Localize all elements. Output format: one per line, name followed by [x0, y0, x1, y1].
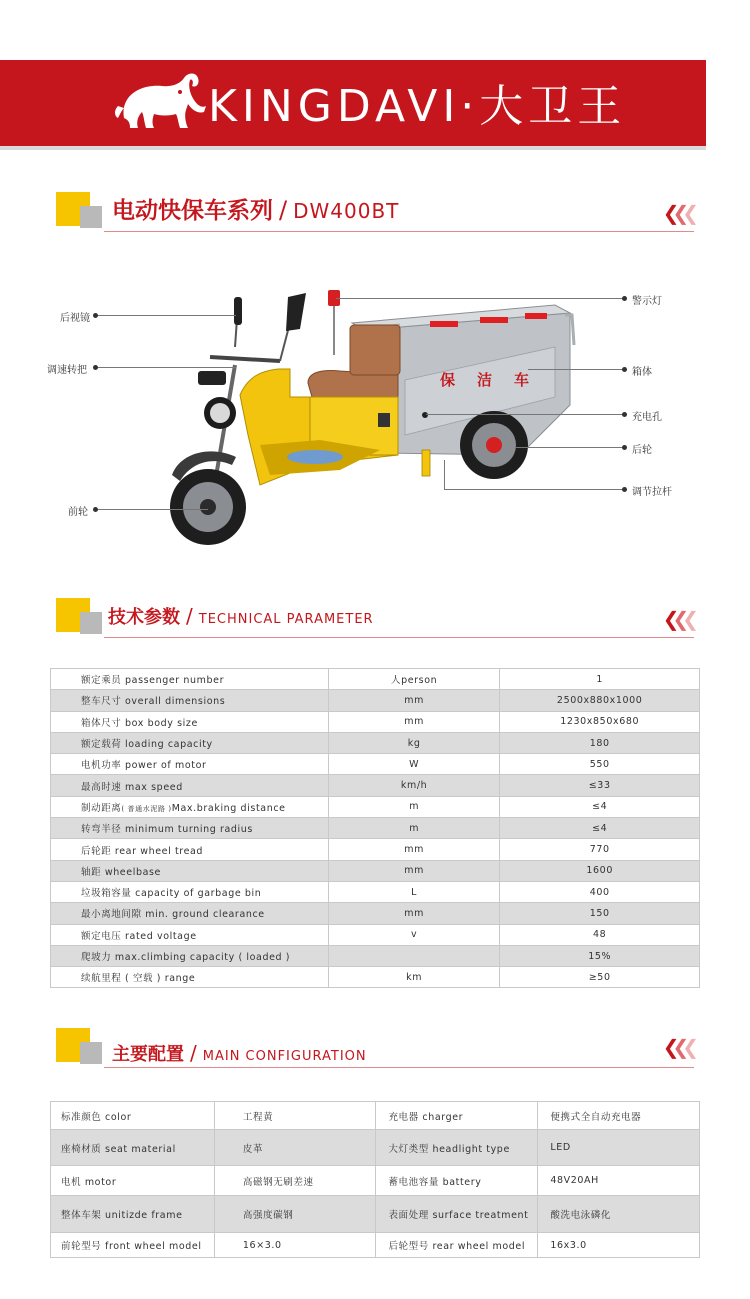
- param-unit: mm: [328, 690, 500, 711]
- param-value: 400: [500, 881, 700, 902]
- config-value: 48V20AH: [538, 1166, 700, 1196]
- param-name: 续航里程 ( 空载 ) range: [51, 967, 329, 988]
- param-name: 额定载荷 loading capacity: [51, 732, 329, 753]
- config-value: 高磁钢无刷差速: [214, 1166, 376, 1196]
- param-name: 额定乘员 passenger number: [51, 669, 329, 690]
- config-section-header: [56, 1028, 694, 1072]
- main-configuration-table: [50, 1101, 700, 1258]
- config-key: 电机 motor: [51, 1166, 215, 1196]
- title-separator: /: [186, 604, 193, 628]
- table-row: [51, 711, 700, 732]
- table-row: [51, 839, 700, 860]
- param-unit: mm: [328, 839, 500, 860]
- param-unit: m: [328, 796, 500, 817]
- param-value: ≥50: [500, 967, 700, 988]
- param-value: ≤4: [500, 818, 700, 839]
- config-value: LED: [538, 1130, 700, 1166]
- table-row: [51, 1130, 700, 1166]
- config-value: 皮革: [214, 1130, 376, 1166]
- param-name: 电机功率 power of motor: [51, 754, 329, 775]
- param-value: 770: [500, 839, 700, 860]
- param-value: 550: [500, 754, 700, 775]
- table-row: [51, 669, 700, 690]
- technical-parameter-table: [50, 668, 700, 988]
- table-row: [51, 754, 700, 775]
- gray-square-icon: [80, 1042, 102, 1064]
- config-key: 整体车架 unitizde frame: [51, 1196, 215, 1233]
- param-unit: v: [328, 924, 500, 945]
- title-separator: /: [279, 196, 288, 224]
- table-row: [51, 881, 700, 902]
- config-key: 标准颜色 color: [51, 1102, 215, 1130]
- param-name: 制动距离( 普通水泥路 )Max.braking distance: [51, 796, 329, 817]
- table-row: [51, 775, 700, 796]
- param-name: 额定电压 rated voltage: [51, 924, 329, 945]
- param-unit: W: [328, 754, 500, 775]
- config-value: 16×3.0: [214, 1233, 376, 1258]
- table-row: [51, 924, 700, 945]
- product-title-zh: 电动快保车系列: [112, 198, 273, 224]
- banner-shadow: [0, 146, 706, 150]
- config-value: 工程黄: [214, 1102, 376, 1130]
- table-row: [51, 818, 700, 839]
- callout-box: 箱体: [632, 367, 652, 378]
- param-name: 转弯半径 minimum turning radius: [51, 818, 329, 839]
- table-row: [51, 1233, 700, 1258]
- callout-rear-wheel: 后轮: [632, 445, 652, 456]
- table-row: [51, 1166, 700, 1196]
- config-title-en: MAIN CONFIGURATION: [202, 1049, 367, 1064]
- config-key: 座椅材质 seat material: [51, 1130, 215, 1166]
- param-unit: km: [328, 967, 500, 988]
- config-key: 后轮型号 rear wheel model: [376, 1233, 538, 1258]
- chevron-left-icon: ❮❮❮: [662, 607, 692, 631]
- param-name: 轴距 wheelbase: [51, 860, 329, 881]
- table-row: [51, 796, 700, 817]
- param-name: 最高时速 max speed: [51, 775, 329, 796]
- config-value: 高强度碳钢: [214, 1196, 376, 1233]
- config-key: 表面处理 surface treatment: [376, 1196, 538, 1233]
- param-name: 后轮距 rear wheel tread: [51, 839, 329, 860]
- param-unit: mm: [328, 903, 500, 924]
- section-rule: [104, 1067, 694, 1068]
- chevron-left-icon: ❮❮❮: [662, 1035, 692, 1059]
- config-value: 便携式全自动充电器: [538, 1102, 700, 1130]
- callout-throttle: 调速转把: [47, 365, 87, 376]
- config-value: 酸洗电泳磷化: [538, 1196, 700, 1233]
- param-value: 1230x850x680: [500, 711, 700, 732]
- param-name: 箱体尺寸 box body size: [51, 711, 329, 732]
- table-row: [51, 732, 700, 753]
- param-name: 爬坡力 max.climbing capacity ( loaded ): [51, 945, 329, 966]
- tech-title-en: TECHNICAL PARAMETER: [198, 612, 374, 627]
- param-value: 150: [500, 903, 700, 924]
- callout-warning-light: 警示灯: [632, 296, 662, 307]
- param-unit: mm: [328, 860, 500, 881]
- config-key: 前轮型号 front wheel model: [51, 1233, 215, 1258]
- param-value: ≤4: [500, 796, 700, 817]
- product-model: DW400BT: [293, 199, 400, 223]
- param-unit: mm: [328, 711, 500, 732]
- param-unit: L: [328, 881, 500, 902]
- config-title-zh: 主要配置: [112, 1044, 184, 1065]
- table-row: [51, 860, 700, 881]
- sweeper-vehicle-illustration: [140, 285, 600, 555]
- product-section-header: [56, 192, 694, 236]
- param-value: ≤33: [500, 775, 700, 796]
- chevron-left-icon: ❮❮❮: [662, 201, 692, 225]
- param-name: 整车尺寸 overall dimensions: [51, 690, 329, 711]
- callout-mirror: 后视镜: [60, 313, 90, 324]
- tech-title-zh: 技术参数: [108, 607, 180, 628]
- param-unit: kg: [328, 732, 500, 753]
- table-row: [51, 1102, 700, 1130]
- elephant-logo-icon: [110, 66, 210, 136]
- brand-name: KINGDAVI·大卫王: [208, 81, 627, 132]
- param-name: 最小离地间隙 min. ground clearance: [51, 903, 329, 924]
- vehicle-box-label: 保洁车: [440, 371, 552, 389]
- param-name: 垃圾箱容量 capacity of garbage bin: [51, 881, 329, 902]
- param-value: 15%: [500, 945, 700, 966]
- front-wheel-icon: [170, 469, 246, 545]
- tech-section-header: [56, 598, 694, 642]
- table-row: [51, 945, 700, 966]
- config-key: 大灯类型 headlight type: [376, 1130, 538, 1166]
- callout-front-wheel: 前轮: [68, 507, 88, 518]
- param-value: 1: [500, 669, 700, 690]
- param-value: 48: [500, 924, 700, 945]
- table-row: [51, 1196, 700, 1233]
- callout-adjust-rod: 调节拉杆: [632, 487, 672, 498]
- callout-charging-port: 充电孔: [632, 412, 662, 423]
- config-key: 蓄电池容量 battery: [376, 1166, 538, 1196]
- gray-square-icon: [80, 206, 102, 228]
- table-row: [51, 967, 700, 988]
- table-row: [51, 903, 700, 924]
- param-value: 1600: [500, 860, 700, 881]
- config-value: 16x3.0: [538, 1233, 700, 1258]
- param-value: 180: [500, 732, 700, 753]
- gray-square-icon: [80, 612, 102, 634]
- param-unit: [328, 945, 500, 966]
- config-key: 充电器 charger: [376, 1102, 538, 1130]
- section-rule: [104, 637, 694, 638]
- param-unit: m: [328, 818, 500, 839]
- table-row: [51, 690, 700, 711]
- param-unit: km/h: [328, 775, 500, 796]
- param-unit: 人person: [328, 669, 500, 690]
- section-rule: [104, 231, 694, 232]
- title-separator: /: [190, 1041, 197, 1065]
- param-value: 2500x880x1000: [500, 690, 700, 711]
- rear-wheel-icon: [460, 411, 528, 479]
